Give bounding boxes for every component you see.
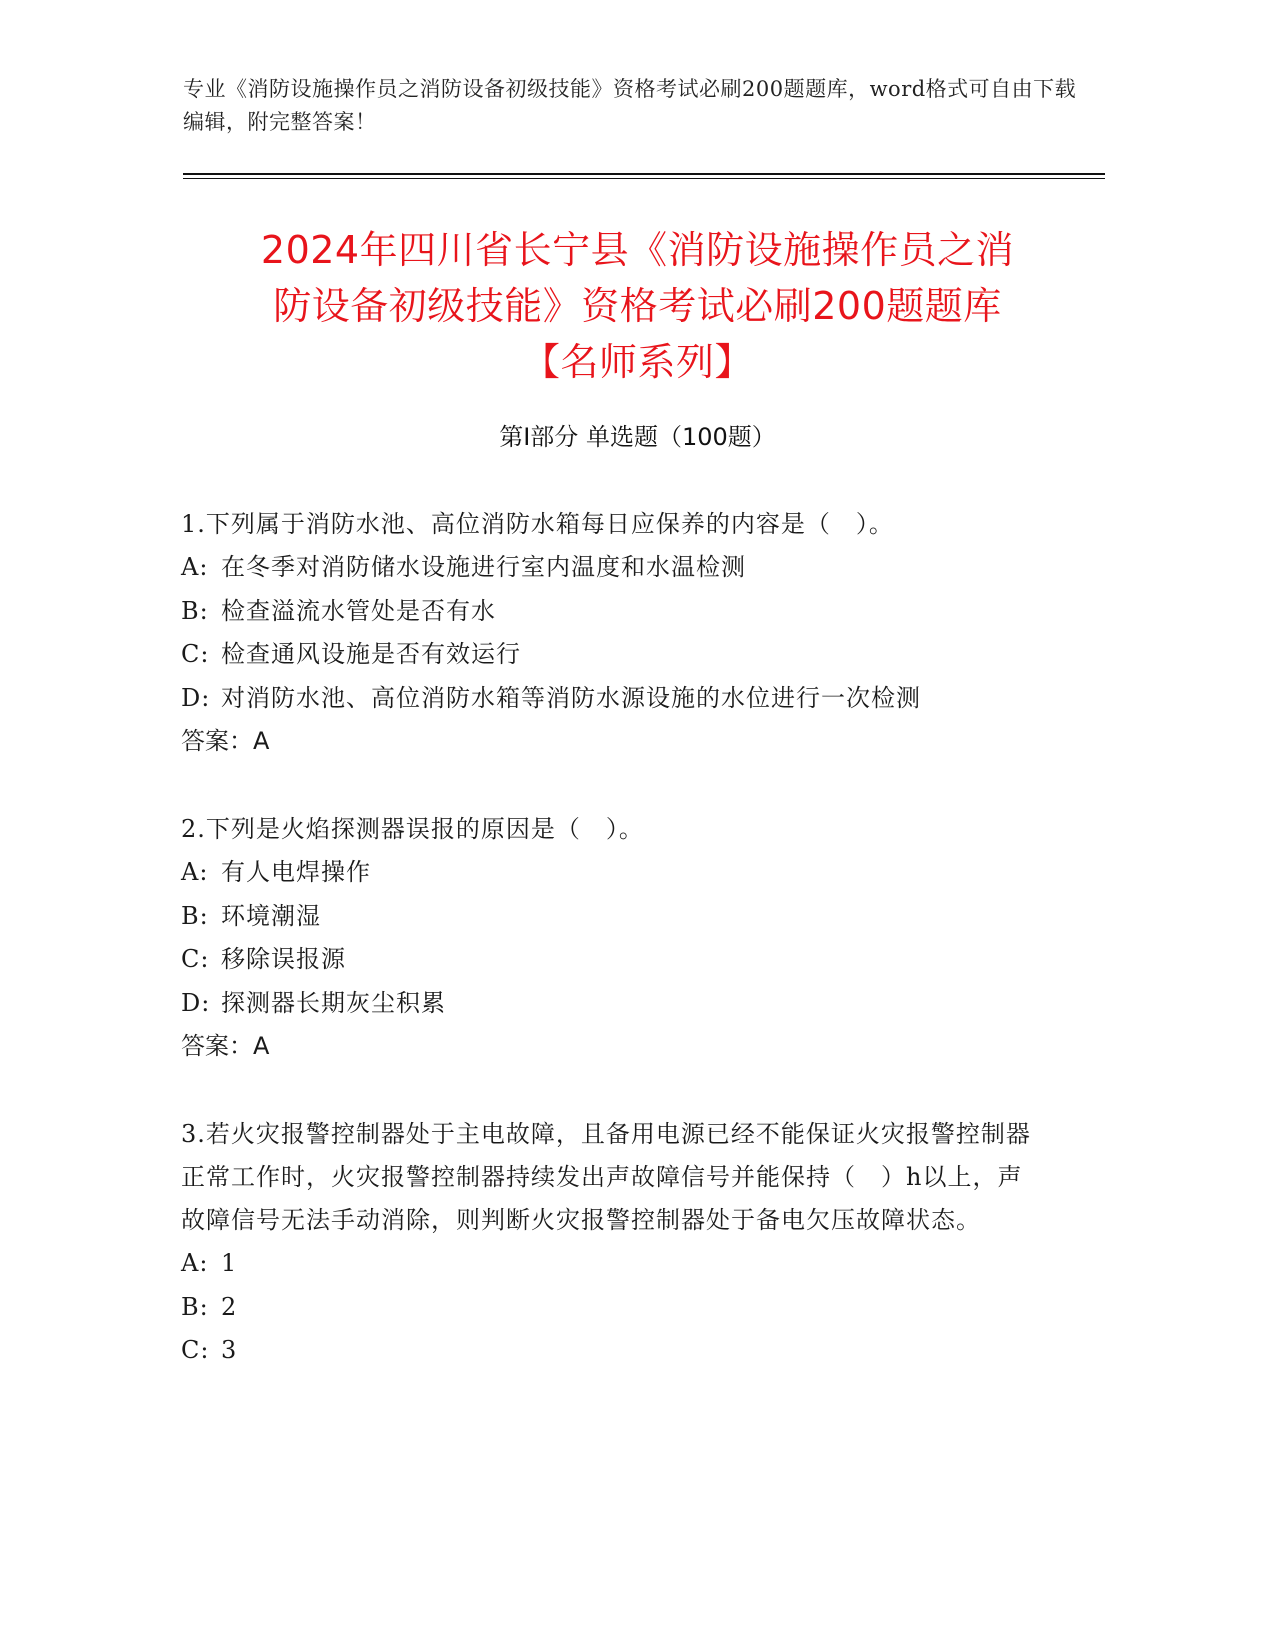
option-b	[181, 895, 1041, 939]
question-1	[181, 503, 1041, 763]
option-key: B:	[181, 1292, 209, 1321]
option-b	[181, 1286, 1041, 1330]
option-text: 对消防水池、高位消防水箱等消防水源设施的水位进行一次检测	[221, 683, 921, 712]
answer: 答案：A	[181, 727, 270, 755]
option-key: D:	[181, 683, 211, 712]
option-a	[181, 546, 1041, 590]
option-c	[181, 1329, 1041, 1373]
option-c	[181, 938, 1041, 982]
question-stem: 2.下列是火焰探测器误报的原因是（ ）。	[181, 815, 644, 843]
title-line-2: 防设备初级技能》资格考试必刷200题题库	[273, 284, 1002, 328]
header-note: 专业《消防设施操作员之消防设备初级技能》资格考试必刷200题题库，word格式可自由下载编辑，附完整答案！	[183, 77, 1077, 134]
option-text: 检查通风设施是否有效运行	[221, 640, 521, 668]
document-title	[150, 222, 1125, 390]
option-a	[181, 1242, 1041, 1286]
option-key: C:	[181, 945, 210, 973]
section-title: 第Ⅰ部分 单选题（100题）	[499, 423, 776, 451]
option-text: 移除误报源	[221, 945, 346, 973]
option-text: 探测器长期灰尘积累	[221, 988, 446, 1017]
question-2	[181, 808, 1041, 1068]
option-a	[181, 851, 1041, 895]
title-line-1: 2024年四川省长宁县《消防设施操作员之消	[260, 228, 1015, 272]
question-stem: 1.下列属于消防水池、高位消防水箱每日应保养的内容是（ ）。	[181, 510, 894, 538]
option-d	[181, 982, 1041, 1026]
option-c	[181, 633, 1041, 677]
option-key: B:	[181, 901, 209, 930]
option-key: A:	[181, 553, 209, 581]
option-text: 在冬季对消防储水设施进行室内温度和水温检测	[221, 553, 746, 581]
option-b	[181, 590, 1041, 634]
option-d	[181, 677, 1041, 721]
title-line-3: 【名师系列】	[521, 340, 753, 384]
option-key: D:	[181, 988, 211, 1017]
option-text: 有人电焊操作	[221, 858, 371, 886]
question-stem: 3.若火灾报警控制器处于主电故障，且备用电源已经不能保证火灾报警控制器正常工作时，火灾报警控制器持续发出声故障信号并能保持（ ）h以上，声故障信号无法手动消除，则判断火灾报警控制器处于备电欠压故障状态。	[181, 1120, 1031, 1234]
option-key: C:	[181, 640, 210, 668]
header-rule-thick	[183, 173, 1105, 175]
option-text: 环境潮湿	[221, 901, 321, 930]
option-text: 2	[221, 1292, 238, 1321]
answer: 答案：A	[181, 1032, 270, 1060]
option-text: 检查溢流水管处是否有水	[221, 596, 496, 625]
option-key: A:	[181, 1249, 209, 1277]
option-key: A:	[181, 858, 209, 886]
option-text: 1	[221, 1249, 238, 1277]
option-key: C:	[181, 1336, 210, 1364]
header-rule-thin	[183, 178, 1105, 179]
option-key: B:	[181, 596, 209, 625]
question-3	[181, 1113, 1041, 1373]
option-text: 3	[221, 1336, 238, 1364]
